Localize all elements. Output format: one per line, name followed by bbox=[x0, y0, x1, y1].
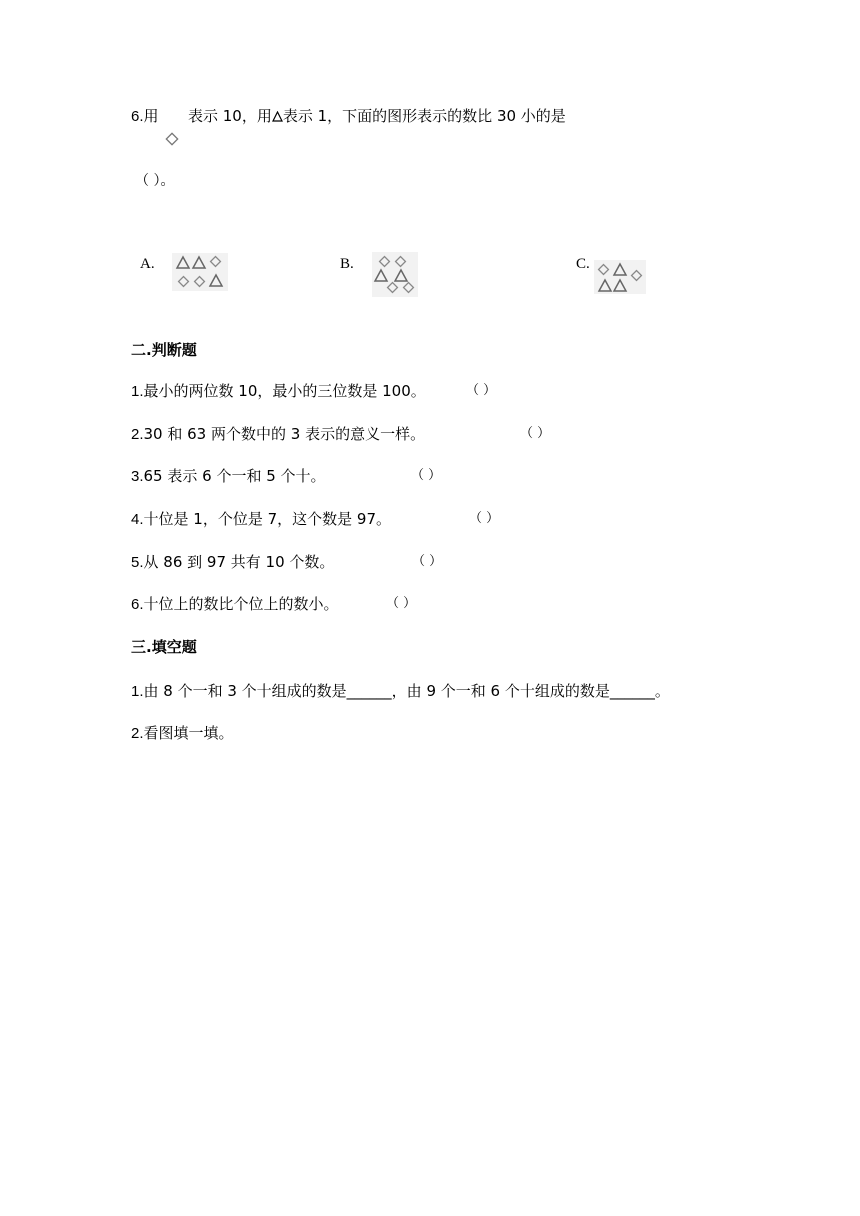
judge-paren-2[interactable]: （ ） bbox=[520, 426, 551, 441]
q6-answer-blank: （ ）。 bbox=[135, 173, 175, 189]
q6-text-a: 用 bbox=[143, 107, 159, 125]
q6-text-b: 表示 10，用 bbox=[188, 107, 272, 125]
q6-text-c: 表示 1，下面的图形表示的数比 30 小的是 bbox=[282, 107, 566, 125]
section3-title: 三.填空题 bbox=[131, 638, 197, 656]
section2-title: 二.判断题 bbox=[131, 341, 197, 359]
judge-paren-1[interactable]: （ ） bbox=[466, 383, 497, 398]
judge-item-6: 6.十位上的数比个位上的数小。 bbox=[131, 595, 339, 613]
judge-item-5: 5.从 86 到 97 共有 10 个数。 bbox=[131, 553, 335, 571]
option-c-shapes bbox=[594, 260, 646, 294]
q6-number: 6. bbox=[131, 108, 144, 125]
triangle-icon bbox=[272, 107, 283, 127]
judge-paren-5[interactable]: （ ） bbox=[412, 554, 443, 569]
fill-item-1: 1.由 8 个一和 3 个十组成的数是______，由 9 个一和 6 个十组成的数是______。 bbox=[131, 682, 670, 700]
option-b-label: B. bbox=[340, 256, 354, 272]
judge-paren-6[interactable]: （ ） bbox=[386, 596, 417, 611]
judge-item-3: 3.65 表示 6 个一和 5 个十。 bbox=[131, 467, 326, 485]
option-c-label: C. bbox=[576, 256, 590, 272]
option-b-shapes bbox=[372, 252, 418, 297]
option-a-shapes bbox=[172, 253, 228, 291]
q6-line1 bbox=[131, 106, 159, 127]
judge-item-1: 1.最小的两位数 10，最小的三位数是 100。 bbox=[131, 382, 426, 400]
q6-line1-b bbox=[188, 106, 566, 127]
judge-item-4: 4.十位是 1，个位是 7，这个数是 97。 bbox=[131, 510, 391, 528]
option-a-label: A. bbox=[140, 256, 155, 272]
judge-paren-4[interactable]: （ ） bbox=[469, 511, 500, 526]
diamond-icon bbox=[164, 131, 180, 151]
fill-item-2: 2.看图填一填。 bbox=[131, 724, 234, 742]
judge-paren-3[interactable]: （ ） bbox=[411, 468, 442, 483]
judge-item-2: 2.30 和 63 两个数中的 3 表示的意义一样。 bbox=[131, 425, 426, 443]
